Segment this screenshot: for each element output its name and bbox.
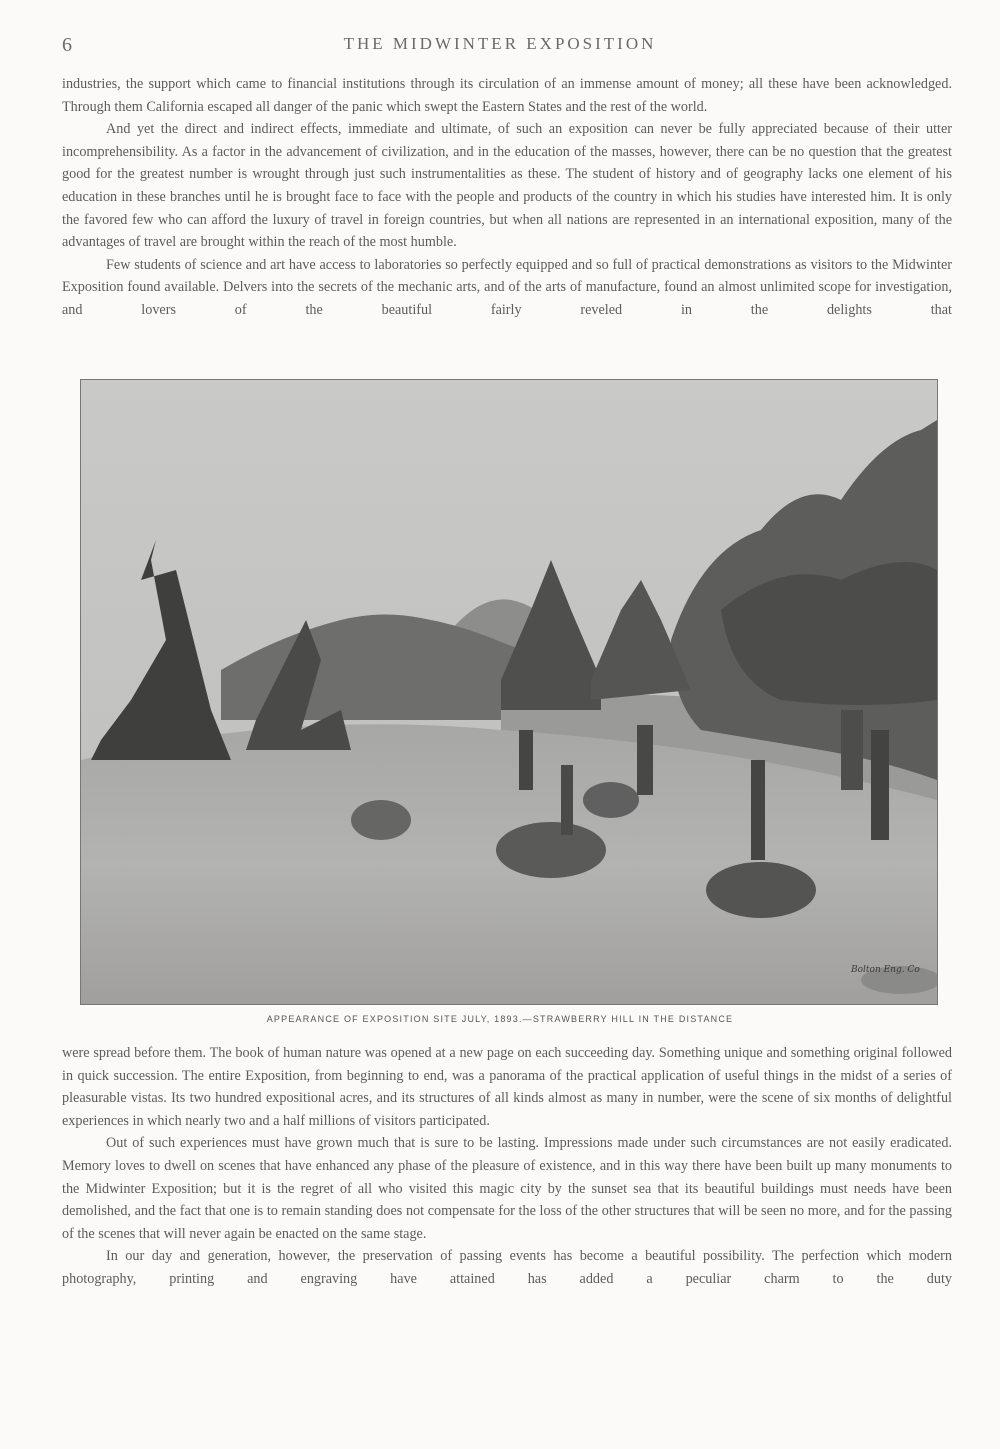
figure-caption: APPEARANCE OF EXPOSITION SITE JULY, 1893.—STRAWBERRY HILL IN THE DISTANCE — [266, 1014, 734, 1024]
top-text-block — [62, 73, 952, 322]
engraver-mark: Bolton Eng. Co — [851, 965, 920, 975]
bottom-text-block — [62, 1042, 952, 1291]
page-number: 6 — [62, 34, 73, 56]
paragraph: In our day and generation, however, the preservation of passing events has become a beautiful possibility. The perfection which modern photography, printing and engraving have attained has added a peculiar charm to the duty — [62, 1248, 952, 1287]
paragraph: And yet the direct and indirect effects, immediate and ultimate, of such an exposition can never be fully appreciated because of their utter incomprehensibility. As a factor in the advancement of civilization, and in the education of the masses, however, there can be no question that the greatest good for the greatest number is wrought through just such instrumentalities as these. The student of history and of geography lacks one element of his education in these branches until he is brought face to face with the people and products of the country in which his studies have interested him. It is only the favored few who can afford the luxury of travel in foreign countries, but when all nations are represented in an international exposition, many of the advantages of travel are brought within the reach of the most humble. — [62, 121, 952, 251]
running-title: THE MIDWINTER EXPOSITION — [343, 34, 657, 53]
paragraph: Few students of science and art have access to laboratories so perfectly equipped and so full of practical demonstrations as visitors to the Midwinter Exposition found available. Delvers into the secrets of the mechanic arts, and of the arts of manufacture, found an almost unlimited scope for investigation, and lovers of the beautiful fairly reveled in the delights that — [62, 256, 952, 318]
paragraph: industries, the support which came to financial institutions through its circulation of an immense amount of money; all these have been acknowledged. Through them California escaped all danger of the panic which swept the Eastern States and the rest of the world. — [62, 76, 952, 115]
paragraph: Out of such experiences must have grown much that is sure to be lasting. Impressions made under such circumstances are not easily eradicated. Memory loves to dwell on scenes that have enhanced any phase of the pleasure of existence, and in this way there have been built up many monuments to the Midwinter Exposition; but it is the regret of all who visited this magic city by the sunset sea that its beautiful buildings must needs have been demolished, and the fact that one is to remain standing does not compensate for the loss of the other structures that will be seen no more, and for the passing of the scenes that will never again be enacted on the same stage. — [62, 1135, 952, 1242]
landscape-photograph — [80, 379, 938, 1005]
paragraph: were spread before them. The book of human nature was opened at a new page on each succeeding day. Something unique and something original followed in quick succession. The entire Exposition, from beginning to end, was a panorama of the practical application of useful things in the midst of a series of pleasurable vistas. Its two hundred expositional acres, and its structures of all kinds almost as many in number, were the scene of six months of delightful experiences in which nearly two and a half millions of visitors participated. — [62, 1045, 952, 1129]
